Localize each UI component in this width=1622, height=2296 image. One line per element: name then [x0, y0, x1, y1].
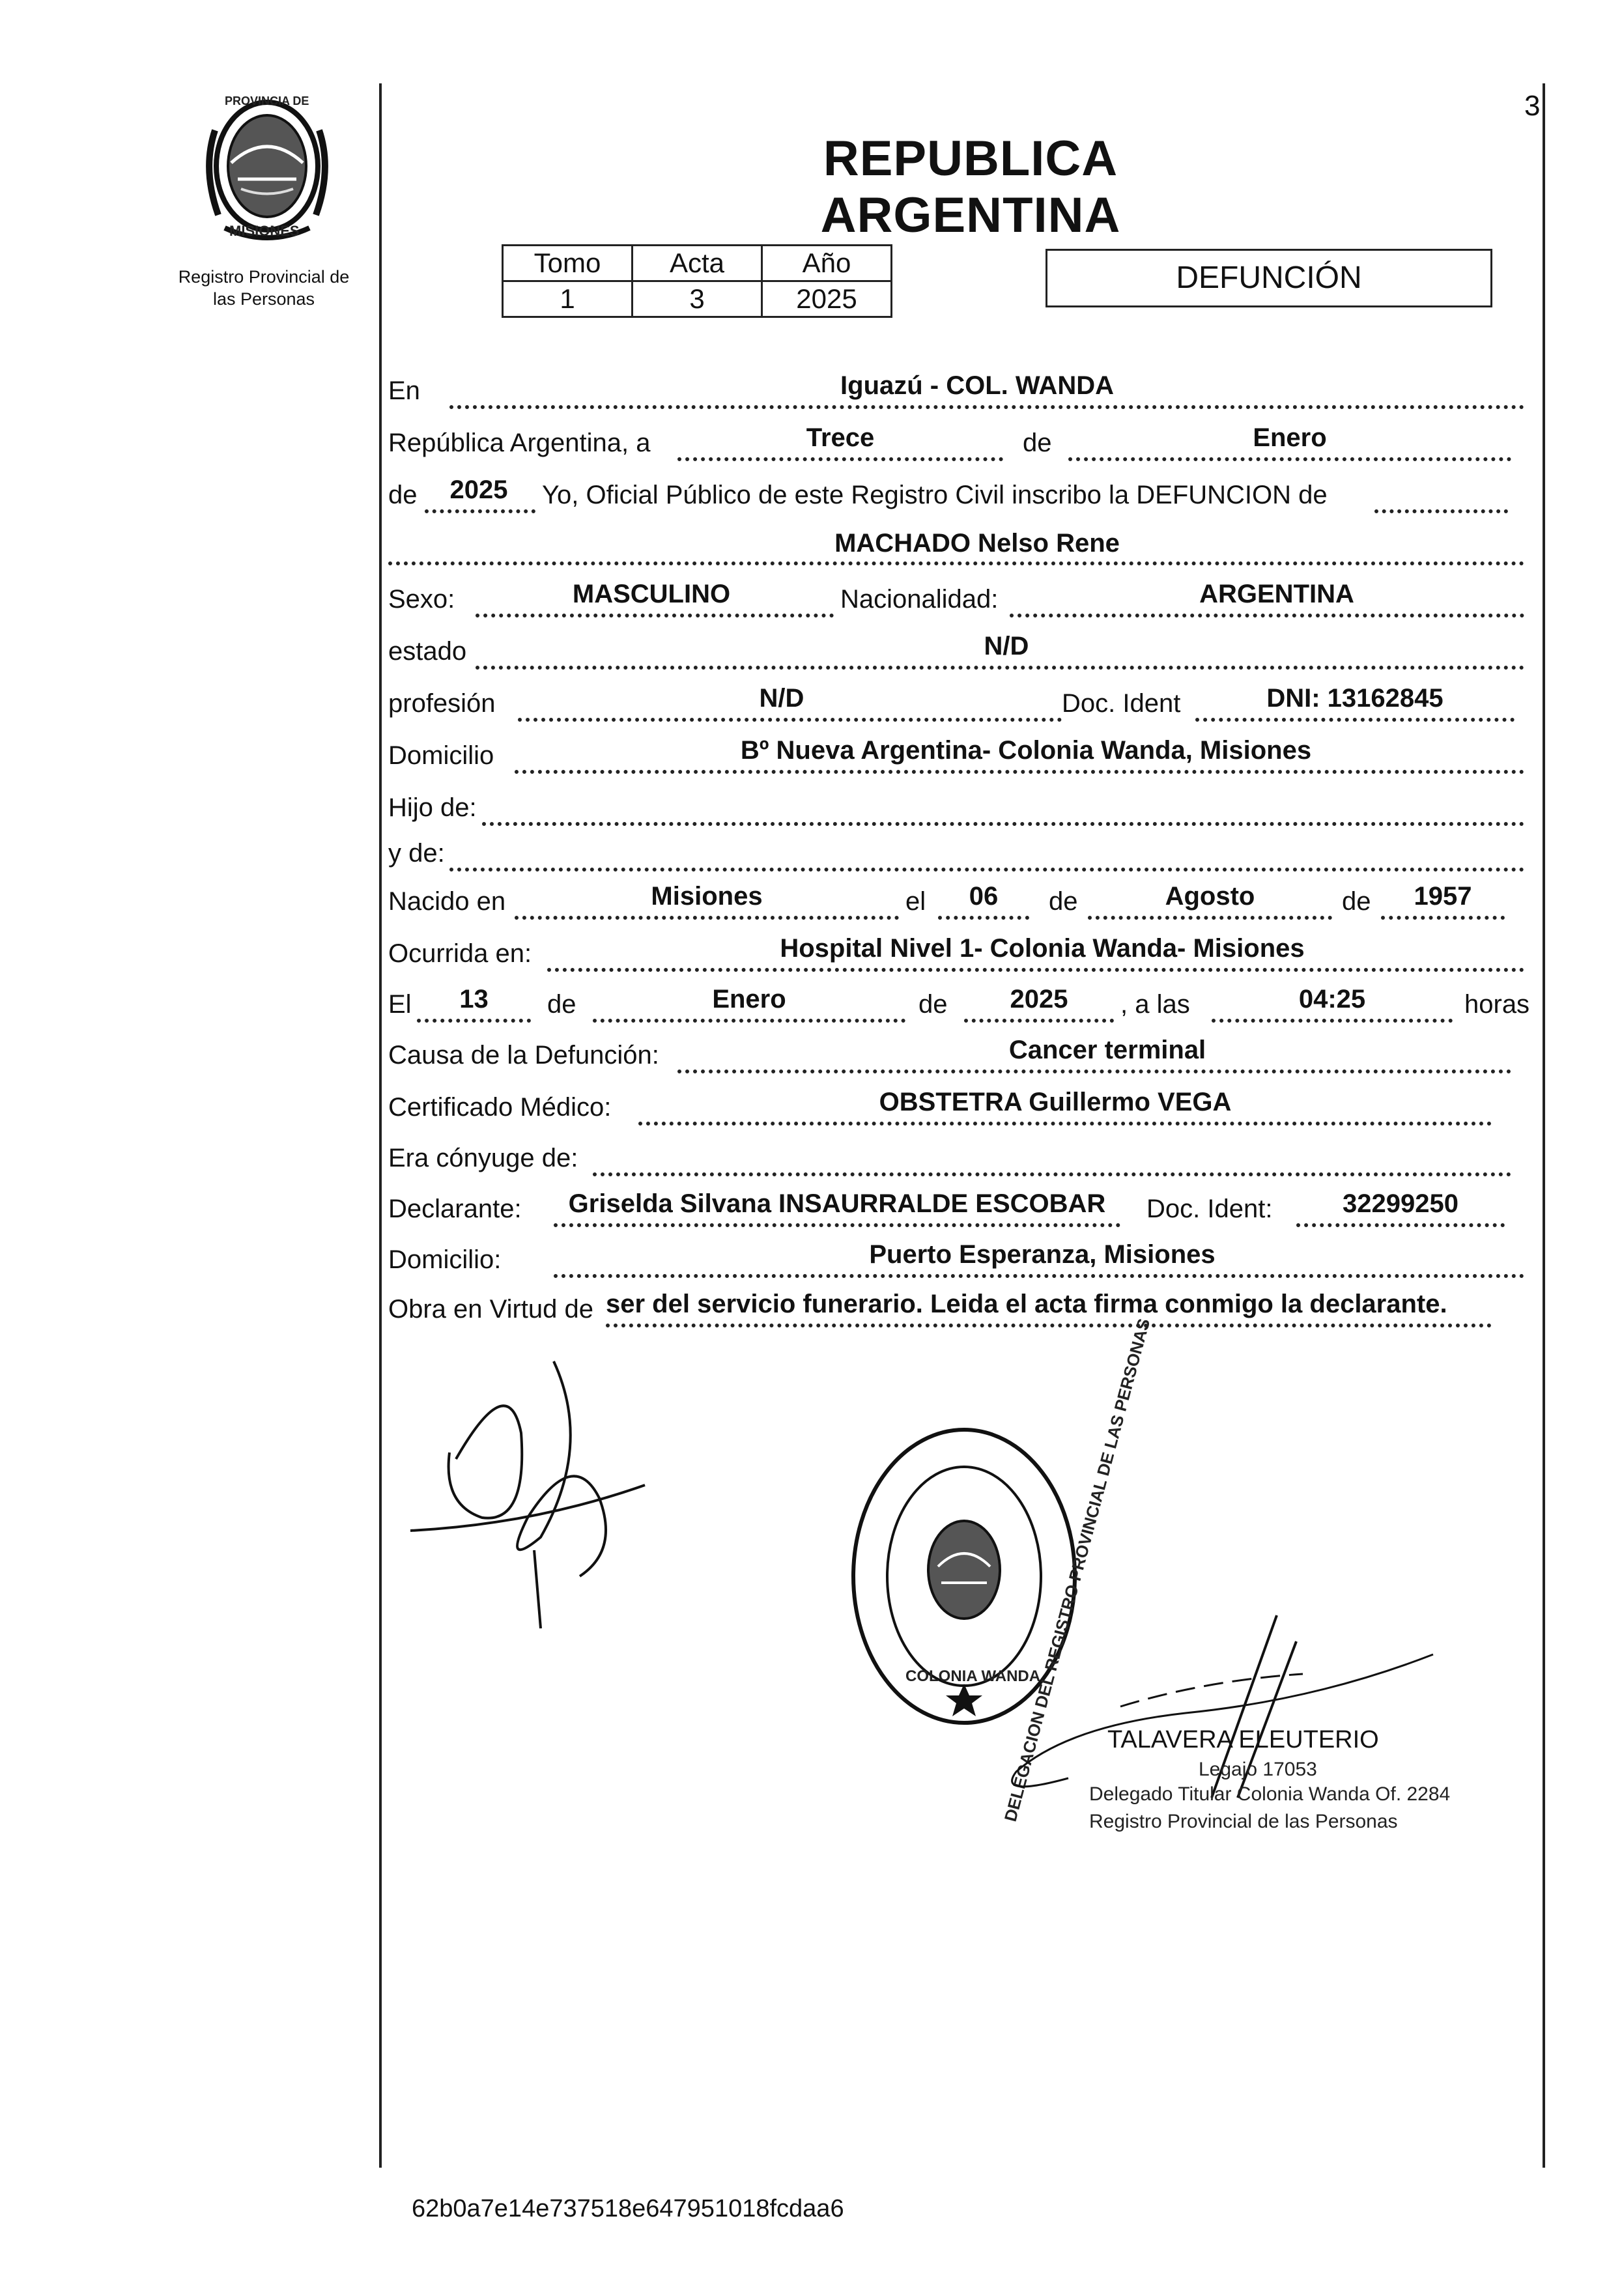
dotted-line [554, 1274, 1524, 1278]
label-causa: Causa de la Defunción: [388, 1041, 659, 1070]
dotted-line [515, 916, 899, 920]
dotted-line [476, 614, 834, 617]
anio-value: 2025 [762, 281, 892, 317]
birthplace-value: Misiones [651, 882, 763, 911]
label-sexo: Sexo: [388, 585, 455, 614]
official-position: Delegado Titular Colonia Wanda Of. 2284 [1089, 1783, 1451, 1805]
death-place-value: Hospital Nivel 1- Colonia Wanda- Misiones [780, 934, 1305, 963]
year-value: 2025 [449, 475, 508, 504]
label-de: de [1049, 887, 1078, 916]
dotted-line [449, 405, 1524, 409]
label-de: de [1023, 429, 1052, 457]
dotted-line [1374, 509, 1508, 513]
tomo-value: 1 [503, 281, 633, 317]
dotted-line [554, 1223, 1120, 1227]
label-de: de [1342, 887, 1371, 916]
document-hash: 62b0a7e14e737518e647951018fcdaa6 [412, 2195, 844, 2222]
label-y-de: y de: [388, 839, 445, 868]
day-text-value: Trece [806, 423, 875, 452]
col-header-tomo: Tomo [503, 246, 633, 281]
label-a-las: , a las [1120, 990, 1190, 1019]
sex-value: MASCULINO [572, 580, 731, 608]
dotted-line [593, 1019, 905, 1023]
label-nacido-en: Nacido en [388, 887, 506, 916]
label-estado: estado [388, 637, 467, 666]
dotted-line [593, 1172, 1511, 1176]
dotted-line [606, 1324, 1492, 1327]
seal-bottom-text: MISIONES [229, 223, 300, 239]
birth-year-value: 1957 [1414, 882, 1472, 911]
dotted-line [425, 509, 535, 513]
dotted-line [1010, 614, 1524, 617]
document-title: REPUBLICA ARGENTINA [820, 131, 1121, 243]
label-conyuge: Era cónyuge de: [388, 1144, 578, 1172]
dotted-line [547, 968, 1524, 972]
month-value: Enero [1253, 423, 1327, 452]
birth-day-value: 06 [969, 882, 999, 911]
label-republica: República Argentina, a [388, 429, 651, 457]
record-type-box: DEFUNCIÓN [1046, 249, 1492, 307]
dotted-line [1381, 916, 1505, 920]
dotted-line [1195, 718, 1515, 722]
death-year-value: 2025 [1010, 985, 1068, 1013]
acta-value: 3 [633, 281, 762, 317]
record-reference-table [502, 244, 892, 318]
right-margin-line [1543, 83, 1545, 2168]
label-doc-ident: Doc. Ident [1062, 689, 1181, 718]
birth-month-value: Agosto [1165, 882, 1255, 911]
by-virtue-value: ser del servicio funerario. Leida el acta firma conmigo la declarante. [606, 1290, 1447, 1318]
death-day-value: 13 [459, 985, 489, 1013]
label-domicilio: Domicilio: [388, 1245, 502, 1274]
dotted-line [677, 457, 1003, 461]
issuing-office [156, 266, 371, 310]
label-profesion: profesión [388, 689, 496, 718]
cause-of-death-value: Cancer terminal [1008, 1036, 1206, 1064]
profession-value: N/D [759, 684, 804, 713]
official-organization: Registro Provincial de las Personas [1089, 1811, 1398, 1832]
dotted-line [964, 1019, 1114, 1023]
label-yo-oficial: Yo, Oficial Público de este Registro Civil inscribo la DEFUNCION de [542, 481, 1328, 509]
label-declarante: Declarante: [388, 1195, 522, 1223]
org-line-1: Registro Provincial de [178, 267, 350, 287]
dotted-line [1296, 1223, 1505, 1227]
official-legajo: Legajo 17053 [1199, 1759, 1317, 1780]
official-name: TALAVERA ELEUTERIO [1107, 1726, 1379, 1753]
dotted-line [638, 1122, 1492, 1126]
dotted-line [1088, 916, 1332, 920]
dotted-line [515, 770, 1524, 774]
declarant-doc-value: 32299250 [1343, 1189, 1458, 1218]
declarant-name-value: Griselda Silvana INSAURRALDE ESCOBAR [568, 1189, 1106, 1218]
label-nacionalidad: Nacionalidad: [840, 585, 999, 614]
address-value: Bº Nueva Argentina- Colonia Wanda, Misiones [740, 736, 1312, 765]
org-line-2: las Personas [212, 289, 315, 309]
label-en: En [388, 376, 420, 405]
label-de: de [918, 990, 948, 1019]
medical-certificate-value: OBSTETRA Guillermo VEGA [879, 1088, 1232, 1116]
label-doc-ident: Doc. Ident: [1146, 1195, 1273, 1223]
dotted-line [518, 718, 1062, 722]
label-certificado: Certificado Médico: [388, 1093, 612, 1122]
dotted-line [388, 561, 1524, 565]
dotted-line [1212, 1019, 1453, 1023]
declarant-address-value: Puerto Esperanza, Misiones [869, 1240, 1216, 1269]
dotted-line [938, 916, 1029, 920]
dotted-line [1068, 457, 1511, 461]
col-header-anio: Año [762, 246, 892, 281]
dotted-line [417, 1019, 531, 1023]
dotted-line [476, 666, 1524, 670]
dotted-line [449, 868, 1524, 872]
left-margin-line [379, 83, 382, 2168]
col-header-acta: Acta [633, 246, 762, 281]
label-ocurrida: Ocurrida en: [388, 939, 532, 968]
label-el: El [388, 990, 412, 1019]
label-hijo-de: Hijo de: [388, 793, 477, 822]
death-time-value: 04:25 [1298, 985, 1366, 1013]
stamp-outer-text: DELEGACION DEL REGISTRO PROVINCIAL DE LAS PERSONAS [1000, 1316, 1154, 1824]
dotted-line [677, 1070, 1511, 1073]
place-value: Iguazú - COL. WANDA [840, 371, 1114, 400]
label-obra: Obra en Virtud de [388, 1295, 594, 1324]
label-el: el [905, 887, 926, 916]
dni-value: DNI: 13162845 [1266, 684, 1444, 713]
stamp-inner-text: COLONIA WANDA [905, 1667, 1041, 1685]
dotted-line [482, 822, 1524, 826]
declarant-signature [404, 1355, 651, 1641]
page-number: 3 [1524, 90, 1541, 122]
label-de: de [547, 990, 576, 1019]
death-month-value: Enero [712, 985, 786, 1013]
deceased-name: MACHADO Nelso Rene [834, 529, 1120, 558]
label-domicilio: Domicilio [388, 741, 494, 770]
label-horas: horas [1464, 990, 1530, 1019]
seal-top-text: PROVINCIA DE [225, 94, 309, 107]
nationality-value: ARGENTINA [1199, 580, 1354, 608]
marital-status-value: N/D [984, 632, 1029, 660]
label-de: de [388, 481, 418, 509]
